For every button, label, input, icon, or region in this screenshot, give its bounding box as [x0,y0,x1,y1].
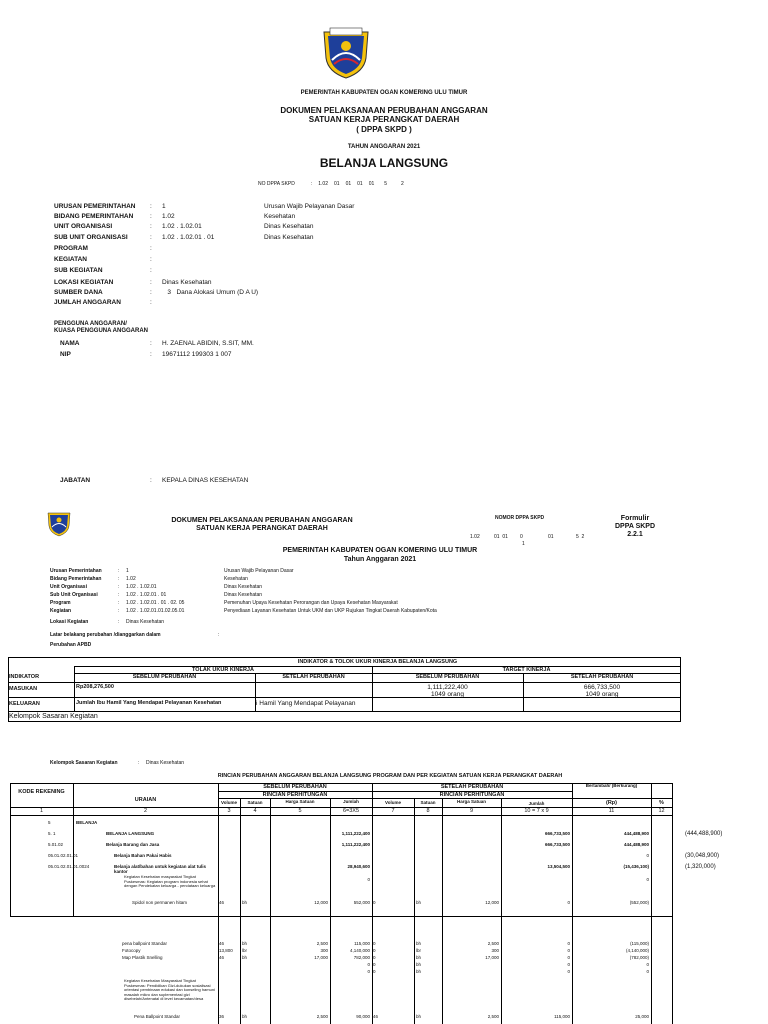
form-year: Tahun Anggaran 2021 [343,556,417,563]
row-satuan: lbr [242,948,248,953]
row-jumlah-2: 0 [567,941,570,946]
col-number: 3 [227,808,231,814]
col-tolok-setelah: SETELAH PERUBAHAN [282,674,345,680]
row-uraian: Pena Ballpoint Standar [134,1014,181,1019]
row-selisih: 444,488,900 [623,831,649,836]
row-harga-2: 17,000 [485,955,499,960]
field-desc: Dinas Kesehatan [264,234,314,241]
rincian-kelompok-row [50,760,184,766]
col-tolok: TOLAK UKUR KINERJA [192,667,254,673]
indikator-kelompok: Kelompok Sasaran Kegiatan [9,713,98,720]
col-number: 7 [391,808,395,814]
field-label: Kegiatan [50,608,72,614]
dppa-number-part: 1.02 [318,181,328,187]
form-field-row [50,600,398,606]
field-code: 1.02 [162,213,175,220]
field-label: KEGIATAN [54,256,87,263]
dppa-number-part: 01 [345,181,352,187]
header-jumlah-2: Jumlah [528,801,545,806]
activity-note: Kegiatan Kesehatan masyarakat Tingkat Puskesmas: Kegiatan program indonesia sehat dengan Pendekatan keluarga - pendataan keluarga [124,874,216,889]
field-colon: : [150,289,152,296]
jabatan-row [60,477,248,484]
row-jumlah-2: 0 [567,900,570,905]
col-number: 11 [608,808,615,814]
field-colon: : [118,608,120,614]
pengguna-label-line1: PENGGUNA ANGGARAN/ [54,321,127,327]
row-jumlah-2: 666,733,500 [544,842,570,847]
field-desc: Penyediaan Layanan Kesehatan Untuk UKM dan UKP Rujukan Tingkat Daerah Kabupaten/Kota [224,608,437,614]
row-side-value: (444,488,900) [685,831,723,837]
field-label: URUSAN PEMERINTAHAN [54,203,136,210]
field-code: 1.02 . 1.02.01 . 01 [162,234,215,241]
target-sebelum: 1,111,222,400 [427,684,468,691]
indikator-table [8,657,681,723]
row-jumlah: 28,940,600 [347,864,370,869]
col-number: 2 [143,808,148,814]
row-jumlah: 1,111,222,400 [341,831,370,836]
form-field-row [50,584,262,590]
dppa-number-part: 2 [401,181,404,187]
row-kode: 5. 1 [48,831,56,836]
field-code: Dinas Kesehatan [126,619,165,625]
field-desc: Kesehatan [224,576,248,582]
regency-emblem-icon [320,24,372,80]
row-satuan-2: bh [416,941,422,946]
row-uraian: Belanja Bahan Pakai Habis [114,853,172,858]
row-selisih: 25,000 [635,1014,649,1019]
field-label: SUB KEGIATAN [54,267,103,274]
row-jumlah-2: 0 [567,955,570,960]
row-harga-2: 12,000 [485,900,499,905]
jabatan-label: JABATAN [60,477,91,484]
field-colon: : [150,267,152,274]
field-desc: Dinas Kesehatan [224,584,263,590]
row-harga-2: 300 [491,948,499,953]
row-volume: 46 [219,941,225,946]
row-jumlah: 90,000 [356,1014,370,1019]
field-code: 1.02 . 1.02.01 . 01 [126,592,167,598]
nip-value: 19671112 199303 1 007 [162,351,232,358]
field-desc: Dinas Kesehatan [224,592,263,598]
field-label: BIDANG PEMERINTAHAN [54,213,134,220]
tolok-sebelum: Jumlah Ibu Hamil Yang Mendapat Pelayanan Kesehatan [76,700,222,706]
kelompok-value: Dinas Kesehatan [146,760,185,766]
nama-colon: : [150,340,152,347]
header-volume: Volume [221,800,237,805]
target-sebelum: 1049 orang [431,691,464,698]
rincian-table [10,783,723,1024]
jabatan-value: KEPALA DINAS KESEHATAN [162,477,249,484]
row-volume: 46 [219,955,225,960]
field-colon: : [150,245,152,252]
nama-label: NAMA [60,340,80,347]
rincian-title: RINCIAN PERUBAHAN ANGGARAN BELANJA LANGSUNG PROGRAM DAN PER KEGIATAN SATUAN KERJA PERANGKAT DAERAH [217,773,563,779]
row-selisih: (115,000) [630,941,649,946]
nomor-part: 01 [548,534,554,540]
row-satuan: bh [242,955,248,960]
row-selisih: (782,000) [629,955,649,960]
target-setelah: 1049 orang [585,691,619,698]
field-label: UNIT ORGANISASI [54,223,113,230]
form-doc-line1: DOKUMEN PELAKSANAAN PERUBAHAN ANGGARAN [171,517,353,524]
field-colon: : [150,223,152,230]
row-volume-2: 0 [373,955,376,960]
row-harga-2: 2,500 [487,1014,499,1019]
form-nomor-parts [470,534,584,540]
row-satuan: bh [242,1014,248,1019]
field-colon: : [118,568,120,574]
col-number: 8 [426,808,430,814]
form-field-row [50,568,294,574]
nip-colon: : [150,351,152,358]
form-field-row [50,592,262,598]
field-colon: : [150,256,152,263]
col-tolok-sebelum: SEBELUM PERUBAHAN [132,674,197,680]
row-selisih: (4,140,000) [625,948,649,953]
row-volume-2: 0 [373,900,376,905]
row-harga: 12,000 [314,900,328,905]
header-setelah: SETELAH PERUBAHAN [440,784,504,790]
tolok-sebelum: Rp208,276,500 [76,684,114,690]
pengguna-label-line2: KUASA PENGGUNA ANGGARAN [54,328,149,334]
row-jumlah: 0 [367,969,370,974]
field-colon: : [150,213,152,220]
row-harga: 2,500 [316,941,328,946]
row-selisih: 444,488,900 [623,842,649,847]
field-desc: Dinas Kesehatan [264,223,314,230]
jabatan-colon: : [150,477,152,484]
target-setelah: 666,733,500 [583,684,621,691]
field-label: SUB UNIT ORGANISASI [54,234,128,241]
row-selisih: 0 [646,877,649,882]
cover-field-row [54,223,314,230]
row-jumlah-2: 115,000 [554,1014,570,1019]
row-harga: 300 [320,948,328,953]
field-code: Dinas Kesehatan [162,279,212,286]
field-colon: : [118,600,120,606]
col-number: 9 [469,808,474,814]
col-number: 10 = 7 x 9 [524,808,549,814]
field-label: SUMBER DANA [54,289,103,296]
row-uraian: Fotocopy [122,948,141,953]
row-satuan: bh [242,941,248,946]
cover-field-row [54,256,162,263]
header-harga-2: Harga Satuan [456,799,486,804]
row-uraian: Map Plastik Snelling [122,955,163,960]
header-rincian-sebelum: RINCIAN PERHITUNGAN [262,792,328,798]
header-harga: Harga Satuan [285,799,315,804]
col-number: 1 [39,808,44,814]
form-page [0,500,768,660]
field-label: PROGRAM [54,245,88,252]
col-number: 6=3X5 [342,808,360,814]
form-lokasi-row [50,619,164,625]
cover-field-row [54,203,354,210]
row-satuan-2: lbr [416,948,422,953]
row-harga-2: 2,500 [487,941,499,946]
formulir-line3: 2.2.1 [627,531,643,538]
col-indikator: INDIKATOR [9,674,40,680]
row-jumlah-2: 666,733,500 [544,831,570,836]
row-volume-2: 0 [373,948,376,953]
form-nomor-sub: 1 [522,541,525,547]
field-desc: Urusan Wajib Pelayanan Dasar [224,568,294,574]
row-volume: 46 [219,900,225,905]
row-volume-2: 0 [373,969,376,974]
row-jumlah: 0 [367,877,370,882]
row-uraian: Belanja alat/bahan untuk kegiatan alat tulis kantor [114,864,207,874]
cover-field-row [54,279,212,286]
dppa-number-colon: : [310,181,313,187]
nomor-part: 01 01 [494,534,508,540]
row-uraian: pena ballpoint Standar [122,941,168,946]
header-volume-2: Volume [385,800,401,805]
header-jumlah: Jumlah [343,799,359,804]
field-code: 1.02 . 1.02.01 [162,223,202,230]
row-side-value: (1,320,000) [685,864,716,870]
row-selisih: 0 [646,962,649,967]
col-number: 5 [298,808,302,814]
header-rincian-setelah: RINCIAN PERHITUNGAN [439,792,505,798]
row-uraian: BELANJA [76,820,98,825]
row-uraian: Spidol non permanen hitam [132,900,188,905]
field-label: Lokasi Kegiatan [50,619,89,625]
latar-colon: : [218,632,220,638]
field-code: 1.02 [126,576,136,582]
field-code: 1.02 . 1.02.01.01.02.05.01 [126,608,185,614]
field-desc: Kesehatan [264,213,296,220]
nama-row [60,340,254,347]
col-target-sebelum: SEBELUM PERUBAHAN [415,674,480,680]
nomor-part: 0 [520,534,523,540]
row-harga: 2,500 [316,1014,328,1019]
field-colon: : [118,619,120,625]
row-selisih: 0 [646,853,649,858]
field-colon: : [150,234,152,241]
row-selisih: (552,000) [629,900,649,905]
formulir-line1: Formulir [620,515,650,522]
cover-field-row [54,213,295,220]
cover-field-row [54,289,258,296]
row-harga: 17,000 [314,955,328,960]
field-label: Bidang Pemerintahan [50,576,102,582]
row-uraian: BELANJA LANGSUNG [106,831,155,836]
form-doc-line2: SATUAN KERJA PERANGKAT DAERAH [196,525,328,532]
col-number: 4 [253,808,257,814]
row-volume-2: 0 [373,941,376,946]
indikator-name: KELUARAN [9,701,40,707]
activity-note: Kegiatan Kesehatan Masyarakat Tingkat Puskesmas: Pendidikan Gizi-dukukan sosialisasi orientasi pembinaan edukasi dan konseling hamuni masalah mikro dan suplementasi gizi disebelah/Antenatal di level kecamatan/desa [124,978,215,1002]
row-jumlah: 0 [367,962,370,967]
cover-field-row [54,245,162,252]
cover-doc-line3: ( DPPA SKPD ) [356,125,412,134]
header-pct: % [659,800,664,806]
header-bertambah: Bertambah/ (Berkurang) [585,783,638,788]
row-satuan-2: bh [416,962,422,967]
row-jumlah: 1,111,222,400 [341,842,370,847]
row-satuan-2: bh [416,900,422,905]
nomor-part: 5 2 [576,534,585,540]
dppa-number-part: 01 [357,181,363,187]
row-selisih: (15,436,100) [623,864,649,869]
row-satuan-2: bh [416,955,422,960]
row-jumlah-2: 0 [567,969,570,974]
field-code: 3 Dana Alokasi Umum (D A U) [162,289,259,296]
col-number: 12 [658,808,665,814]
form-nomor-label: NOMOR DPPA SKPD [495,515,545,521]
row-volume: 36 [219,1014,225,1019]
cover-government: PEMERINTAH KABUPATEN OGAN KOMERING ULU TIMUR [300,90,468,96]
form-field-row [50,576,248,582]
rincian-section [0,760,768,1024]
indikator-name: MASUKAN [9,686,38,692]
row-satuan-2: bh [416,1014,422,1019]
row-volume-2: 0 [373,962,376,967]
dppa-number-label: NO DPPA SKPD [258,181,295,187]
header-rp: (Rp) [606,800,617,806]
form-latar-row [50,632,219,638]
row-side-value: (30,048,900) [685,853,720,859]
row-jumlah: 4,140,000 [349,948,370,953]
cover-year: TAHUN ANGGARAN 2021 [347,144,421,150]
row-kode: 05.01.02.01.01 [48,853,79,858]
cover-page [0,0,768,495]
field-colon: : [150,279,152,286]
row-volume: 13,800 [219,948,233,953]
cover-doc-line2: SATUAN KERJA PERANGKAT DAERAH [308,115,460,124]
cover-title: BELANJA LANGSUNG [319,156,449,170]
row-jumlah-2: 0 [567,962,570,967]
nama-value: H. ZAENAL ABIDIN, S.SIT, MM. [162,340,254,347]
row-jumlah: 782,000 [353,955,370,960]
header-uraian: URAIAN [134,797,157,803]
formulir-line2: DPPA SKPD [614,523,656,530]
row-satuan: bh [242,900,248,905]
row-uraian: Belanja Barang dan Jasa [106,842,160,847]
latar-label: Latar belakang perubahan /dianggarkan dalam [50,632,161,638]
field-label: Urusan Pemerintahan [50,568,102,574]
header-satuan-2: Satuan [420,800,436,805]
field-label: LOKASI KEGIATAN [54,279,114,286]
row-kode: 5 [48,820,51,825]
row-jumlah: 552,000 [353,900,370,905]
indikator-title: INDIKATOR & TOLOK UKUR KINERJA BELANJA LANGSUNG [297,659,458,665]
field-colon: : [150,203,152,210]
latar-label-line2: Perubahan APBD [50,642,92,648]
dppa-number-part: 5 [384,181,388,187]
field-label: Program [50,600,71,606]
nip-label: NIP [60,351,71,358]
row-selisih: 0 [646,969,649,974]
field-desc: Urusan Wajib Pelayanan Dasar [264,203,355,210]
col-target-setelah: SETELAH PERUBAHAN [570,674,634,680]
row-jumlah-2: 13,504,500 [547,864,570,869]
regency-emblem-icon [46,508,72,538]
dppa-number-part: 01 [334,181,340,187]
cover-doc-line1: DOKUMEN PELAKSANAAN PERUBAHAN ANGGARAN [280,106,488,115]
row-jumlah-2: 0 [567,948,570,953]
header-sebelum: SEBELUM PERUBAHAN [263,784,327,790]
nip-row [60,351,232,358]
cover-field-row [54,267,162,274]
header-satuan: Satuan [247,800,263,805]
field-label: JUMLAH ANGGARAN [54,299,121,306]
field-code: 1.02 . 1.02.01 . 01 . 02. 05 [126,600,185,606]
field-code: 1 [126,568,129,574]
dppa-number-part: 01 [368,181,375,187]
row-volume-2: 46 [373,1014,379,1019]
field-colon: : [150,299,152,306]
field-code: 1 [162,203,166,210]
row-kode: 5.01.02 [48,842,64,847]
cover-field-row [54,234,314,241]
field-label: Sub Unit Organisasi [50,592,98,598]
row-jumlah: 115,000 [354,941,370,946]
kelompok-colon: : [138,760,140,766]
field-desc: Pemenuhan Upaya Kesehatan Perorangan dan Upaya Kesehatan Masyarakat [224,600,398,606]
row-satuan-2: bh [416,969,422,974]
header-kode: KODE REKENING [18,789,65,795]
form-government: PEMERINTAH KABUPATEN OGAN KOMERING ULU TIMUR [282,547,478,554]
field-label: Unit Organisasi [50,584,87,590]
cover-field-row [54,299,162,306]
field-code: 1.02 . 1.02.01 [126,584,157,590]
field-colon: : [118,592,120,598]
nomor-part: 1.02 [470,534,480,540]
tolok-setelah: i Hamil Yang Mendapat Pelayanan [256,700,356,707]
row-kode: 05.01.02.01.01.0024 [48,864,90,869]
cover-dppa-number [258,181,404,187]
field-colon: : [118,576,120,582]
col-target: TARGET KINERJA [502,667,551,673]
form-field-row [50,608,437,614]
field-colon: : [118,584,120,590]
kelompok-label: Kelompok Sasaran Kegiatan [50,760,118,766]
